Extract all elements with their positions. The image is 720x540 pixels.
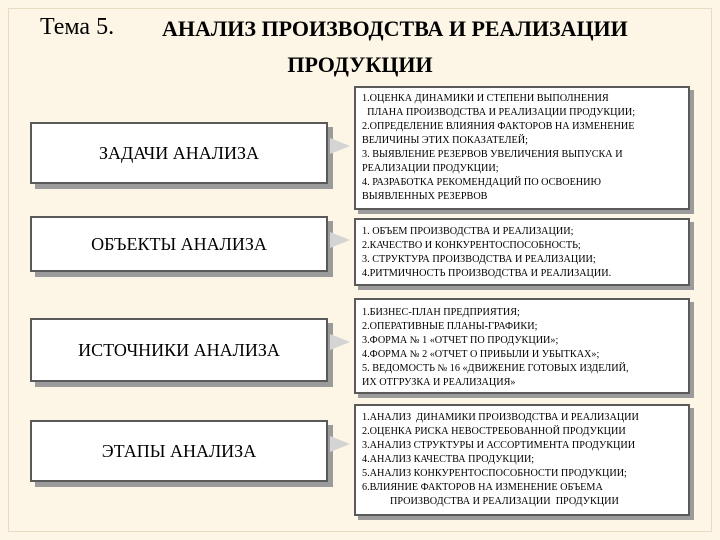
list-item: 1.БИЗНЕС-ПЛАН ПРЕДПРИЯТИЯ;: [362, 307, 520, 318]
objects-label: ОБЪЕКТЫ АНАЛИЗА: [91, 233, 267, 254]
list-item: 4.РИТМИЧНОСТЬ ПРОИЗВОДСТВА И РЕАЛИЗАЦИИ.: [362, 268, 612, 279]
list-item: 6.ВЛИЯНИЕ ФАКТОРОВ НА ИЗМЕНЕНИЕ ОБЪЕМА: [362, 482, 603, 493]
tasks-label-box: [30, 122, 328, 184]
list-item: РЕАЛИЗАЦИИ ПРОДУКЦИИ;: [362, 163, 499, 174]
title-heading-line2: ПРОДУКЦИИ: [287, 52, 433, 77]
list-item: ВЕЛИЧИНЫ ЭТИХ ПОКАЗАТЕЛЕЙ;: [362, 135, 528, 146]
list-item: 5.АНАЛИЗ КОНКУРЕНТОСПОСОБНОСТИ ПРОДУКЦИИ;: [362, 468, 627, 479]
list-item: 2.КАЧЕСТВО И КОНКУРЕНТОСПОСОБНОСТЬ;: [362, 240, 581, 251]
arrow-right-icon: [330, 334, 350, 350]
list-item: 1.АНАЛИЗ ДИНАМИКИ ПРОИЗВОДСТВА И РЕАЛИЗАЦИИ: [362, 412, 639, 423]
objects-label-box: [30, 216, 328, 272]
list-item: ВЫЯВЛЕННЫХ РЕЗЕРВОВ: [362, 191, 488, 202]
title-heading-line1: АНАЛИЗ ПРОИЗВОДСТВА И РЕАЛИЗАЦИИ: [162, 16, 628, 41]
tasks-label: ЗАДАЧИ АНАЛИЗА: [99, 142, 259, 163]
stages-label: ЭТАПЫ АНАЛИЗА: [101, 440, 257, 461]
list-item: ПРОИЗВОДСТВА И РЕАЛИЗАЦИИ ПРОДУКЦИИ: [362, 496, 619, 507]
list-item: ИХ ОТГРУЗКА И РЕАЛИЗАЦИЯ»: [362, 377, 516, 388]
sources-label-box: [30, 318, 328, 382]
list-item: 1. ОБЪЕМ ПРОИЗВОДСТВА И РЕАЛИЗАЦИИ;: [362, 226, 574, 237]
sources-label: ИСТОЧНИКИ АНАЛИЗА: [78, 339, 280, 360]
stages-content-box: [354, 404, 690, 516]
list-item: 2.ОЦЕНКА РИСКА НЕВОСТРЕБОВАННОЙ ПРОДУКЦИИ: [362, 426, 626, 437]
list-item: 3.ФОРМА № 1 «ОТЧЕТ ПО ПРОДУКЦИИ»;: [362, 335, 559, 346]
list-item: 3. ВЫЯВЛЕНИЕ РЕЗЕРВОВ УВЕЛИЧЕНИЯ ВЫПУСКА И: [362, 149, 623, 160]
list-item: 2.ОПРЕДЕЛЕНИЕ ВЛИЯНИЯ ФАКТОРОВ НА ИЗМЕНЕНИЕ: [362, 121, 635, 132]
list-item: 3.АНАЛИЗ СТРУКТУРЫ И АССОРТИМЕНТА ПРОДУКЦИИ: [362, 440, 636, 451]
list-item: 3. СТРУКТУРА ПРОИЗВОДСТВА И РЕАЛИЗАЦИИ;: [362, 254, 596, 265]
list-item: 2.ОПЕРАТИВНЫЕ ПЛАНЫ-ГРАФИКИ;: [362, 321, 538, 332]
list-item: 5. ВЕДОМОСТЬ № 16 «ДВИЖЕНИЕ ГОТОВЫХ ИЗДЕЛИЙ,: [362, 363, 629, 374]
list-item: 4. РАЗРАБОТКА РЕКОМЕНДАЦИЙ ПО ОСВОЕНИЮ: [362, 177, 601, 188]
arrow-right-icon: [330, 138, 350, 154]
arrow-right-icon: [330, 436, 350, 452]
list-item: 4.ФОРМА № 2 «ОТЧЕТ О ПРИБЫЛИ И УБЫТКАХ»;: [362, 349, 600, 360]
objects-content-box: [354, 218, 690, 286]
list-item: 4.АНАЛИЗ КАЧЕСТВА ПРОДУКЦИИ;: [362, 454, 535, 465]
arrow-right-icon: [330, 232, 350, 248]
list-item: ПЛАНА ПРОИЗВОДСТВА И РЕАЛИЗАЦИИ ПРОДУКЦИИ;: [362, 107, 636, 118]
tasks-content-box: [354, 86, 690, 210]
topic-number: Тема 5.: [40, 14, 115, 40]
sources-content-box: [354, 298, 690, 394]
list-item: 1.ОЦЕНКА ДИНАМИКИ И СТЕПЕНИ ВЫПОЛНЕНИЯ: [362, 93, 609, 104]
stages-label-box: [30, 420, 328, 482]
